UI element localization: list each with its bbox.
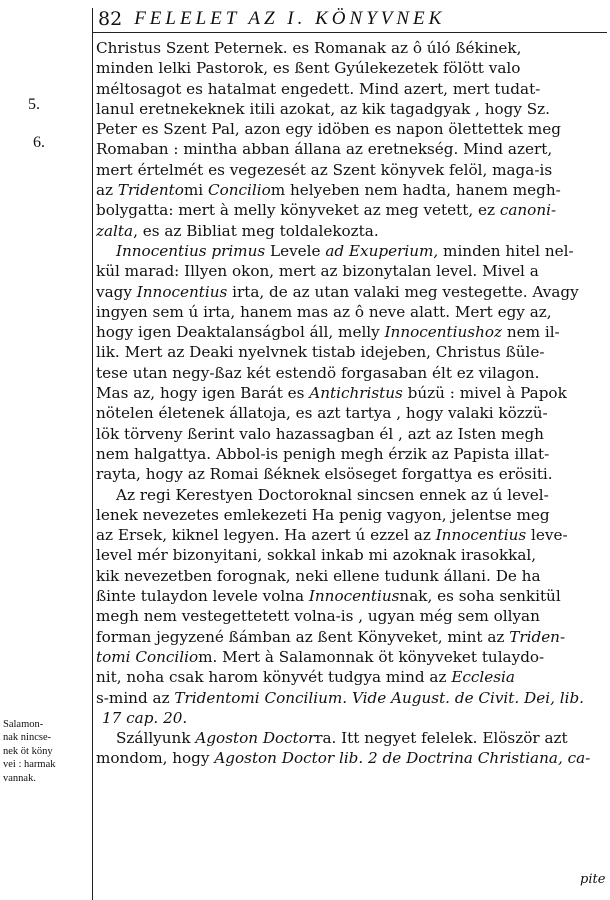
- text-segment: rayta, hogy az Romai ßéknek elsöseget forgattya es erösiti.: [96, 465, 553, 484]
- text-segment: kül marad: Illyen okon, mert az bizonytalan level. Mivel a: [96, 262, 539, 281]
- text-line: [96, 160, 608, 180]
- text-segment: Christus Szent Peternek. es Romanak az ô úló ßékinek,: [96, 39, 522, 57]
- text-line: [96, 444, 608, 464]
- text-line: [96, 261, 608, 281]
- page-number: 82: [98, 8, 123, 30]
- verse-number-6: 6.: [33, 134, 45, 151]
- text-line: [96, 180, 608, 200]
- italic-segment: Ecclesia: [451, 668, 515, 687]
- text-segment: leve-: [526, 526, 568, 545]
- text-line: [96, 282, 608, 302]
- text-segment: lanul eretnekeknek itili azokat, az kik tagadgyak , hogy Sz.: [96, 99, 551, 118]
- text-segment: bolygatta: mert à melly könyveket az meg vetett, ez: [96, 201, 500, 220]
- italic-segment: Triden-: [509, 627, 566, 646]
- italic-segment: Antichristus: [309, 384, 403, 403]
- italic-segment: Agoston Doctor: [195, 729, 316, 748]
- text-line: [96, 708, 608, 728]
- text-line: [96, 221, 608, 241]
- text-segment: lenek nevezetes emlekezeti Ha penig vagyon, jelentse meg: [96, 505, 550, 524]
- text-line: [96, 58, 608, 78]
- text-line: [96, 627, 608, 647]
- text-line: [96, 302, 608, 322]
- italic-segment: Innocentius: [136, 282, 228, 301]
- text-segment: az Ersek, kiknel legyen. Ha azert ú ezzel az: [96, 526, 436, 545]
- margin-note: [3, 718, 89, 785]
- text-line: [96, 383, 608, 403]
- italic-segment: Innocentiushoz: [384, 323, 503, 342]
- text-segment: ingyen sem ú irta, hanem mas az ô neve alatt. Mert egy az,: [96, 302, 552, 321]
- text-line: [96, 688, 608, 708]
- italic-segment: Agoston Doctor lib. 2 de Doctrina Christiana, ca-: [214, 749, 591, 768]
- text-line: [96, 647, 608, 667]
- text-segment: megh nem vestegettetett volna-is , ugyan még sem ollyan: [96, 607, 540, 626]
- text-segment: m helyeben nem hadta, hanem megh-: [270, 181, 561, 200]
- text-segment: ßinte tulaydon levele volna: [96, 587, 309, 606]
- text-segment: búzü : mivel à Papok: [402, 384, 567, 403]
- text-line: [96, 748, 608, 768]
- text-line: [96, 99, 608, 119]
- text-line: [96, 200, 608, 220]
- text-segment: irta, de az utan valaki meg vestegette. Avagy: [227, 282, 579, 301]
- text-segment: nem il-: [502, 323, 560, 342]
- text-segment: forman jegyzené ßámban az ßent Könyveket, mint az: [96, 627, 510, 646]
- text-line: [96, 505, 608, 525]
- text-segment: ra. Itt negyet felelek. Elöször azt: [315, 729, 568, 748]
- text-segment: mi: [183, 181, 208, 200]
- text-line: [96, 485, 608, 505]
- margin-rule: [92, 8, 93, 900]
- catchword: pite: [580, 872, 606, 887]
- text-segment: level mér bizonyitani, sokkal inkab mi azoknak irasokkal,: [96, 546, 537, 565]
- text-segment: vagy: [96, 282, 137, 301]
- italic-segment: Innocentius: [308, 587, 400, 606]
- italic-segment: Innocentius: [435, 526, 527, 545]
- text-line: [96, 342, 608, 362]
- italic-segment: 17 cap. 20.: [102, 708, 188, 727]
- text-line: [96, 79, 608, 99]
- margin-note-line: vei : harmak: [3, 759, 56, 771]
- text-line: [96, 241, 608, 261]
- text-segment: kik nevezetben forognak, neki ellene tudunk állani. De ha: [96, 566, 541, 585]
- page-header: [92, 4, 607, 33]
- text-segment: Mas az, hogy igen Barát es: [96, 384, 310, 403]
- text-segment: lök törveny ßerint valo hazassagban él , azt az Isten megh: [96, 424, 544, 443]
- margin-note-line: Salamon-: [3, 719, 44, 730]
- text-line: [96, 464, 608, 484]
- text-line: [96, 545, 608, 565]
- text-segment: Romaban : mintha abban állana az eretnekség. Mind azert,: [96, 140, 553, 159]
- text-segment: , es az Bibliat meg toldalekozta.: [133, 221, 379, 240]
- text-segment: minden lelki Pastorok, es ßent Gyúlekezetek fölött valo: [96, 59, 521, 78]
- text-line: [96, 586, 608, 606]
- text-segment: nak, es soha senkitül: [399, 587, 561, 606]
- text-line: [96, 119, 608, 139]
- italic-segment: tomi Concilio: [96, 647, 199, 666]
- text-line: [96, 363, 608, 383]
- text-segment: méltosagot es hatalmat engedett. Mind azert, mert tudat-: [96, 79, 541, 98]
- text-line: [96, 38, 608, 58]
- text-segment: az: [96, 181, 118, 200]
- text-line: [96, 606, 608, 626]
- text-segment: tese utan negy-ßaz két estendö forgasaban élt ez vilagon.: [96, 363, 540, 382]
- italic-segment: Innocentius primus: [116, 241, 266, 260]
- margin-note-line: nak nincse-: [3, 732, 52, 744]
- text-segment: Szállyunk: [116, 729, 196, 748]
- text-segment: nötelen életenek állatoja, es azt tartya , hogy valaki közzü-: [96, 404, 548, 423]
- text-segment: mert értelmét es vegezesét az Szent könyvek felöl, maga-is: [96, 160, 553, 179]
- italic-segment: Concilio: [207, 181, 271, 200]
- running-title: FELELET AZ I. KÖNYVNEK: [134, 8, 446, 29]
- text-line: [96, 424, 608, 444]
- text-segment: hogy igen Deaktalanságbol áll, melly: [96, 323, 385, 342]
- text-segment: Az regi Kerestyen Doctoroknal sincsen ennek az ú level-: [116, 485, 549, 504]
- text-segment: Levele: [265, 241, 326, 260]
- text-line: [96, 566, 608, 586]
- margin-note-line: nek öt köny: [3, 745, 53, 757]
- text-line: [96, 403, 608, 423]
- text-line: [96, 728, 608, 748]
- italic-segment: canoni-: [499, 201, 557, 220]
- text-line: [96, 667, 608, 687]
- italic-segment: Tridentomi Concilium. Vide August. de Civit. Dei, lib.: [174, 688, 584, 707]
- text-segment: m. Mert à Salamonnak öt könyveket tulaydo-: [198, 647, 545, 666]
- italic-segment: ad Exuperium,: [325, 241, 439, 260]
- italic-segment: zalta: [96, 221, 134, 240]
- italic-segment: Tridento: [117, 181, 184, 200]
- text-segment: mondom, hogy: [96, 749, 215, 768]
- text-segment: Peter es Szent Pal, azon egy idöben es napon ölettettek meg: [96, 120, 561, 139]
- text-segment: lik. Mert az Deaki nyelvnek tistab idejeben, Christus ßüle-: [96, 343, 545, 362]
- text-line: [96, 525, 608, 545]
- text-segment: nem halgattya. Abbol-is penigh megh érzik az Papista illat-: [96, 444, 550, 463]
- body-text: [96, 38, 608, 769]
- verse-number-5: 5.: [28, 96, 40, 113]
- text-segment: nit, noha csak harom könyvét tudgya mind az: [96, 668, 452, 687]
- text-line: [96, 322, 608, 342]
- text-segment: s-mind az: [96, 688, 175, 707]
- margin-note-line: vannak.: [3, 772, 36, 784]
- text-segment: minden hitel nel-: [438, 241, 574, 260]
- text-line: [96, 139, 608, 159]
